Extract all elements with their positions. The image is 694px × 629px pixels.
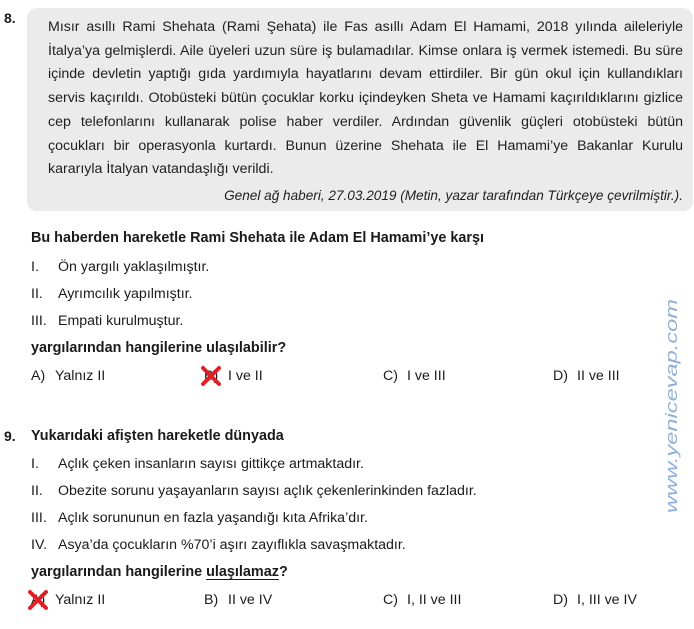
option-letter: D) [553, 592, 568, 608]
question-prefix: yargılarından hangilerine [31, 564, 207, 580]
passage-source: Genel ağ haberi, 27.03.2019 (Metin, yazar tarafından Türkçeye çevrilmiştir.). [224, 187, 683, 203]
question-9-option-d[interactable] [553, 592, 637, 608]
item-roman: III. [31, 510, 47, 526]
question-8-option-a[interactable] [31, 368, 105, 384]
option-letter: C) [383, 368, 398, 384]
item-text: Ayrımcılık yapılmıştır. [58, 286, 193, 302]
item-text: Asya’da çocukların %70’i aşırı zayıflıkla savaşmaktadır. [58, 537, 406, 553]
question-8-number: 8. [4, 10, 16, 26]
option-text: I, III ve IV [577, 592, 637, 608]
question-9-question [31, 564, 288, 580]
passage-box [27, 8, 693, 211]
option-text: I, II ve III [407, 592, 462, 608]
answer-mark-x-icon [27, 589, 49, 611]
watermark [662, 295, 682, 515]
item-text: Açlık çeken insanların sayısı gittikçe artmaktadır. [58, 456, 364, 472]
item-roman: I. [31, 456, 39, 472]
option-text: I ve III [407, 368, 446, 384]
option-text: Yalnız II [55, 592, 106, 608]
option-text: II ve IV [228, 592, 273, 608]
item-text: Empati kurulmuştur. [58, 313, 184, 329]
item-roman: IV. [31, 537, 48, 553]
answer-mark-x-icon [200, 365, 222, 387]
question-9-number: 9. [4, 428, 16, 444]
item-roman: II. [31, 286, 43, 302]
question-8-stem: Bu haberden hareketle Rami Shehata ile Adam El Hamami’ye karşı [31, 230, 484, 246]
question-8-option-d[interactable] [553, 368, 620, 384]
option-letter: D) [553, 368, 568, 384]
item-roman: II. [31, 483, 43, 499]
question-suffix: ? [278, 564, 288, 580]
watermark-text: www.yenicevap.com [663, 363, 681, 513]
option-letter: A) [31, 592, 46, 608]
option-letter: A) [31, 368, 46, 384]
item-text: Ön yargılı yaklaşılmıştır. [58, 259, 210, 275]
option-text: I ve II [228, 368, 263, 384]
option-letter: C) [383, 592, 398, 608]
question-8-question: yargılarından hangilerine ulaşılabilir? [31, 340, 287, 356]
item-text: Obezite sorunu yaşayanların sayısı açlık çekenlerinkinden fazladır. [58, 483, 477, 499]
question-8-option-c[interactable] [383, 368, 446, 384]
item-roman: I. [31, 259, 39, 275]
item-text: Açlık sorununun en fazla yaşandığı kıta Afrika’dır. [58, 510, 368, 526]
option-text: II ve III [577, 368, 620, 384]
passage-text: Mısır asıllı Rami Shehata (Rami Şehata) ile Fas asıllı Adam El Hamami, 2018 yılında aileleriyle İtalya’ya gelmişlerdi. Aile üyeleri uzun süre iş bulamadılar. Kimse onlara iş vermek istemedi. Bu süre içinde devletin yaptığı gıda yardımıyla hayatlarını devam ettirdiler. Bir gün okul için kullandıkları servis kaçırıldı. Otobüsteki bütün çocuklar korku içindeyken Sheta ve Hamami kaçırıldıklarını gizlice cep telefonlarını kullanarak polise haber verdiler. Ardından güvenlik güçleri otobüsteki bütün çocukları bir operasyonla kurtardı. Bunun üzerine Shehata ile El Hamami’ye Bakanlar Kurulu kararıyla İtalyan vatandaşlığı verildi. [48, 19, 683, 178]
item-roman: III. [31, 313, 47, 329]
option-letter: B) [204, 592, 219, 608]
question-9-stem: Yukarıdaki afişten hareketle dünyada [31, 428, 284, 444]
option-text: Yalnız II [55, 368, 106, 384]
option-letter: B) [204, 368, 219, 384]
question-9-option-c[interactable] [383, 592, 461, 608]
question-9-option-b[interactable] [204, 592, 272, 608]
question-emphasis: ulaşılamaz [206, 564, 279, 580]
